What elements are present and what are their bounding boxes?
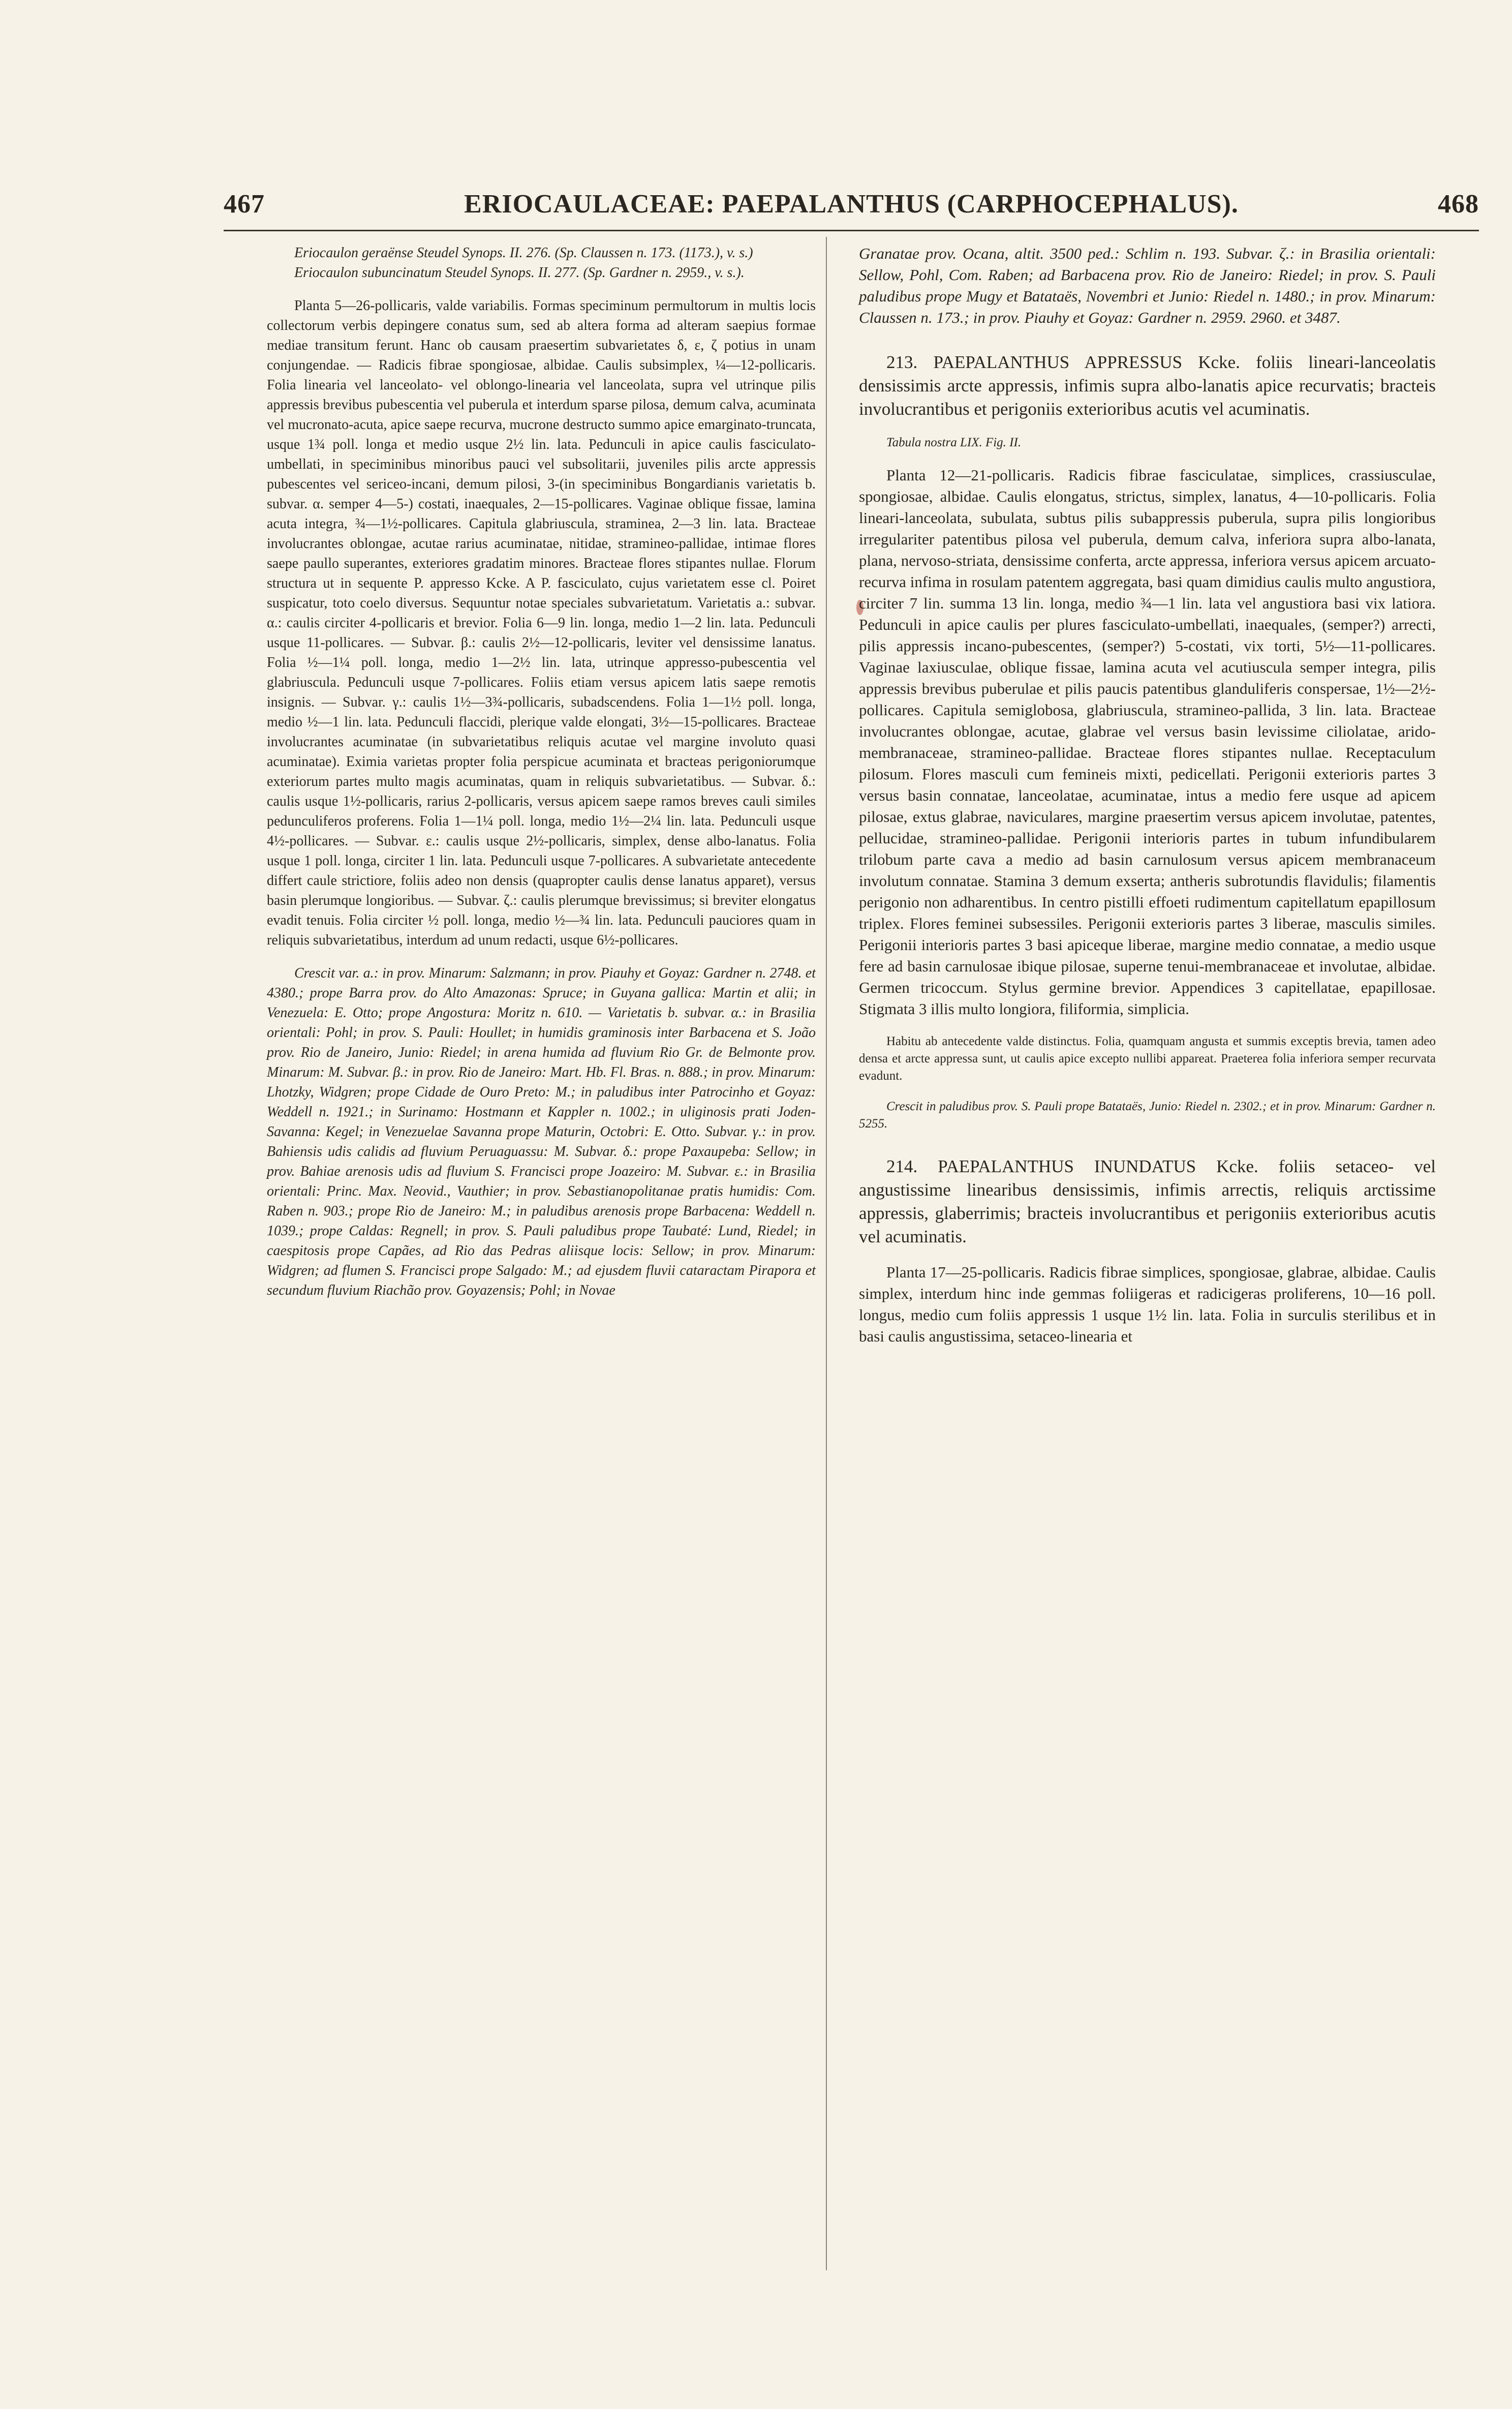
- right-species-heading: 213. PAEPALANTHUS APPRESSUS Kcke. foliis lineari-lanceolatis densissimis arcte appressis, infimis supra albo-lanatis apice recurvatis; bracteis involucrantibus et perigoniis exterioribus acutis vel acuminatis.: [859, 352, 1436, 419]
- right-paragraph: Habitu ab antecedente valde distinctus. Folia, quamquam angusta et summis exceptis brevia, tamen adeo densa et arcte appressa sunt, ut caulis apice excepto nullibi appareat. Praeterea folia inferiora semper recurvata evadunt.: [859, 1034, 1436, 1083]
- column-divider: [826, 237, 827, 2270]
- left-paragraph: Crescit var. a.: in prov. Minarum: Salzmann; in prov. Piauhy et Goyaz: Gardner n. 2748. et 4380.; prope Barra prov. do Alto Amazonas: Spruce; in Guyana gallica: Martin et alii; in Venezuela: E. Otto; prope Angostura: Moritz n. 610. — Varietatis b. subvar. α.: in Brasilia orientali: Pohl; in prov. S. Pauli: Houllet; in humidis graminosis inter Barbacena et S. João prov. Rio de Janeiro, Junio: Riedel; in arena humida ad fluvium Rio Gr. de Belmonte prov. Minarum: M. Subvar. β.: in prov. Rio de Janeiro: Mart. Hb. Fl. Bras. n. 888.; in prov. Minarum: Lhotzky, Widgren; prope Cidade de Ouro Preto: M.; in paludibus inter Patrocinho et Goyaz: Weddell n. 1921.; in Surinamo: Hostmann et Kappler n. 1002.; in uliginosis prati Joden-Savanna: Kegel; in Venezuelae Savanna prope Maturin, Octobri: E. Otto. Subvar. γ.: in prov. Bahiensis udis calidis ad fluvium Peruaguassu: M. Subvar. δ.: prope Paxaupeba: Sellow; in prov. Bahiae arenosis udis ad fluvium S. Francisci prope Joazeiro: M. Subvar. ε.: in Brasilia orientali: Princ. Max. Neovid., Vauthier; in prov. Sebastianopolitanae pratis humidis: Com. Raben n. 903.; prope Rio de Janeiro: M.; in paludibus arenosis prope Barbacena: Weddell n. 1039.; prope Caldas: Regnell; in prov. S. Pauli paludibus prope Taubaté: Lund, Riedel; in caespitosis prope Capães, ad Rio das Pedras aliisque locis: Sellow; in prov. Minarum: Widgren; ad flumen S. Francisci prope Salgado: M.; ad ejusdem fluvii cataractam Pirapora et secundum fluvium Riachão prov. Goyazensis; Pohl; in Novae: [267, 965, 816, 1298]
- page-number-right: 468: [1438, 190, 1479, 219]
- left-paragraph: Eriocaulon subuncinatum Steudel Synops. II. 277. (Sp. Gardner n. 2959., v. s.).: [294, 265, 745, 281]
- running-title: ERIOCAULACEAE: PAEPALANTHUS (CARPHOCEPHALUS).: [464, 190, 1239, 219]
- right-species-heading: 214. PAEPALANTHUS INUNDATUS Kcke. foliis setaceo- vel angustissime linearibus densissimis, infimis arrectis, reliquis arctissime appressis, glaberrimis; bracteis involucrantibus et perigoniis exterioribus acutis vel acuminatis.: [859, 1156, 1436, 1246]
- right-paragraph: Planta 12—21-pollicaris. Radicis fibrae fasciculatae, simplices, crassiusculae, spongiosae, albidae. Caulis elongatus, strictus, simplex, lanatus, 4—10-pollicaris. Folia lineari-lanceolata, subulata, subtus pilis subappressis puberula, supra pilis longioribus irregulariter patentibus pilosa vel puberula, demum calva, inferiora supra albo-lanata, plana, nervoso-striata, densissime conferta, arcte appressa, inferiora versus apicem arcuato-recurva infima in rosulam patentem aggregata, basi quam dimidius caulis multo angustiora, circiter 7 lin. summa 13 lin. longa, medio ¾—1 lin. lata vel angustiora basi vix latiora. Pedunculi in apice caulis per plures fasciculato-umbellati, inaequales, (semper?) arrecti, pilis appressis incano-pubescentes, (semper?) 5-costati, vix torti, 5½—11-pollicares. Vaginae laxiusculae, oblique fissae, lamina acuta vel acutiuscula semper integra, pilis appressis brevibus puberulae et pilis paucis patentibus glanduliferis conspersae, 1½—2½-pollicares. Capitula semiglobosa, glabriuscula, stramineo-pallida, 3 lin. lata. Bracteae involucrantes oblongae, acutae, glabrae vel versus basin levissime ciliolatae, arido-membranaceae, stramineo-pallidae. Bracteae flores stipantes nullae. Receptaculum pilosum. Flores masculi cum femineis mixti, pedicellati. Perigonii exterioris partes 3 versus basin connatae, lanceolatae, acuminatae, intus a medio fere usque ad apicem pilosae, extus glabrae, naviculares, margine praesertim versus apicem involutae, patentes, pellucidae, stramineo-pallidae. Perigonii interioris partes in tubum infundibularem trilobum parte cava a medio ad basin carnulosum versus apicem membranaceum involutum connatae. Stamina 3 demum exserta; antheris subrotundis flavidulis; filamentis perigonio non adharentibus. In centro pistilli effoeti rudimentum capitellatum epapillosum triplex. Flores feminei subsessiles. Perigonii exterioris partes 3 liberae, masculis similes. Perigonii interioris partes 3 basi apiceque liberae, margine medio connatae, a medio usque fere ad basin carnulosae ibique pilosae, superne tenui-membranaceae et involutae, albidae. Germen tricoccum. Stylus germine brevior. Appendices 3 capitellatae, epapillosae. Stigmata 3 illis multo longiora, filiformia, simplicia.: [859, 466, 1436, 1018]
- left-paragraph: Planta 5—26-pollicaris, valde variabilis. Formas speciminum permultorum in multis locis collectorum verbis depingere conatus sum, sed ab altera forma ad alteram saepius formae mediae transitum ferunt. Hanc ob causam praesertim subvarietates δ, ε, ζ potius in unam conjungendae. — Radicis fibrae spongiosae, albidae. Caulis subsimplex, ¼—12-pollicaris. Folia linearia vel lanceolato- vel oblongo-linearia vel lanceolata, supra vel utrinque pilis appressis brevibus pubescentia vel puberula et interdum sparse pilosa, demum calva, acuminata vel mucronato-acuta, apice saepe recurva, mucrone destructo summo apice emarginato-truncata, usque 1¾ poll. longa et medio usque 2½ lin. lata. Pedunculi in apice caulis fasciculato-umbellati, in speciminibus minoribus pauci vel subsolitarii, juveniles pilis arcte appressis pubescentes vel sericeo-incani, demum pilosi, 3-(in speciminibus Bongardianis varietatis b. subvar. α. semper 4—5-) costati, inaequales, 2—15-pollicares. Vaginae oblique fissae, lamina acuta integra, ¾—1½-pollicares. Capitula glabriuscula, straminea, 2—3 lin. lata. Bracteae involucrantes oblongae, acutae rarius acuminatae, nitidae, stramineo-pallidae, intimae flores saepe paullo superantes, exteriores gradatim minores. Bracteae flores stipantes nullae. Florum structura ut in sequente P. appresso Kcke. A P. fasciculato, cujus varietatem esse cl. Poiret suspicatur, toto coelo diversus. Sequuntur notae speciales subvarietatum. Varietatis a.: subvar. α.: caulis circiter 4-pollicaris et brevior. Folia 6—9 lin. longa, medio 1—2 lin. lata. Pedunculi usque 11-pollicares. — Subvar. β.: caulis 2½—12-pollicaris, leviter vel densissime lanatus. Folia ½—1¼ poll. longa, medio 1—2½ lin. lata, utrinque appresso-pubescentia vel glabriuscula. Pedunculi usque 7-pollicares. Foliis etiam versus apicem latis saepe remotis insignis. — Subvar. γ.: caulis 1½—3¾-pollicaris, subadscendens. Folia 1—1½ poll. longa, medio ½—1 lin. lata. Pedunculi flaccidi, plerique valde elongati, 3½—15-pollicares. Bracteae involucrantes acuminatae (in subvarietatibus reliquis acutae vel margine involuto quasi acuminatae). Eximia varietas propter folia perspicue acuminata et bracteas perigoniorumque exteriorum partes multo magis acuminatas, quam in reliquis subvarietatibus. — Subvar. δ.: caulis usque 1½-pollicaris, rarius 2-pollicaris, versus apicem saepe ramos breves cauli similes pedunculiferos proferens. Folia 1—1¼ poll. longa, medio 1½—2¼ lin. lata. Pedunculi usque 4½-pollicares. — Subvar. ε.: caulis usque 2½-pollicaris, simplex, dense albo-lanatus. Folia usque 1 poll. longa, circiter 1 lin. lata. Pedunculi usque 7-pollicares. A subvarietate antecedente differt caule strictiore, foliis adeo non densis (quapropter caulis dense lanatus apparet), versus basin plerumque longioribus. — Subvar. ζ.: caulis plerumque brevissimus; si breviter elongatus evadit tenuis. Folia circiter ½ poll. longa, medio ½—¾ lin. lata. Pedunculi pauciores quam in reliquis subvarietatibus, interdum ad unum redacti, usque 6½-pollicares.: [267, 298, 816, 948]
- header-rule: [224, 230, 1479, 231]
- running-header: [224, 189, 1479, 225]
- right-column: [859, 243, 1436, 1347]
- right-paragraph: Planta 17—25-pollicaris. Radicis fibrae simplices, spongiosae, glabrae, albidae. Caulis simplex, interdum hinc inde gemmas foliigeras et radicigeras proliferens, 10—16 poll. longus, medio cum foliis appressis 1 usque 1½ lin. lata. Folia in surculis sterilibus et in basi caulis angustissima, setaceo-linearia et: [859, 1263, 1436, 1345]
- right-paragraph: Crescit in paludibus prov. S. Pauli prope Batataës, Junio: Riedel n. 2302.; et in prov. Minarum: Gardner n. 5255.: [859, 1100, 1436, 1131]
- right-paragraph: Tabula nostra LIX. Fig. II.: [886, 436, 1022, 449]
- left-paragraph: Eriocaulon geraënse Steudel Synops. II. 276. (Sp. Claussen n. 173. (1173.), v. s.): [294, 245, 753, 261]
- left-column: [267, 243, 816, 1300]
- right-paragraph: Granatae prov. Ocana, altit. 3500 ped.: Schlim n. 193. Subvar. ζ.: in Brasilia orientali: Sellow, Pohl, Com. Raben; ad Barbacena prov. Rio de Janeiro: Riedel; in prov. S. Pauli paludibus prope Mugy et Batataës, Novembri et Junio: Riedel n. 1480.; in prov. Minarum: Claussen n. 173.; in prov. Piauhy et Goyaz: Gardner n. 2959. 2960. et 3487.: [859, 245, 1436, 326]
- page-number-left: 467: [224, 190, 265, 219]
